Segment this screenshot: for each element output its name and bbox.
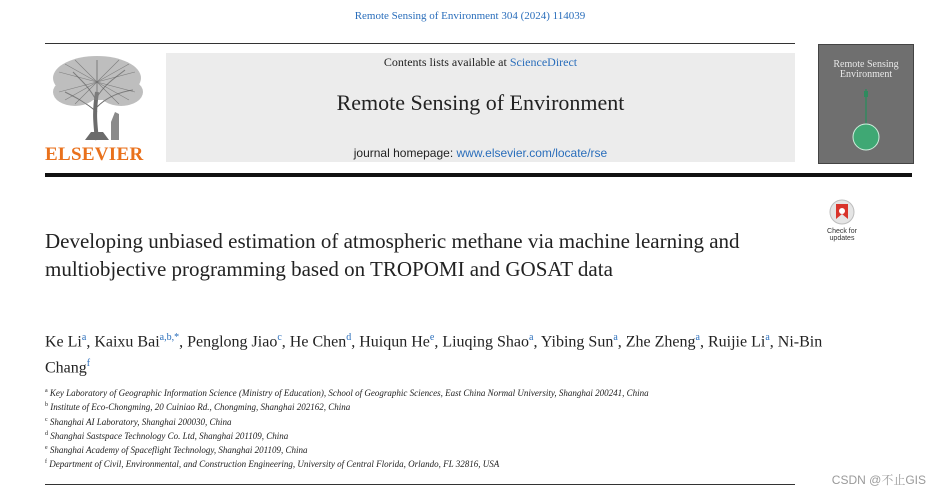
homepage-prefix: journal homepage:: [353, 146, 454, 160]
author-affiliation-marker[interactable]: a: [765, 332, 770, 343]
affiliation-item: [45, 442, 845, 456]
affiliation-text: Shanghai AI Laboratory, Shanghai 200030, China: [47, 416, 232, 427]
homepage-link[interactable]: www.elsevier.com/locate/rse: [456, 146, 608, 160]
journal-cover-thumbnail[interactable]: [818, 44, 914, 164]
author-affiliation-marker[interactable]: a: [529, 332, 534, 343]
affiliation-item: [45, 428, 845, 442]
author-name[interactable]: Ruijie Li: [707, 333, 766, 351]
author-name[interactable]: Liuqing Shao: [442, 333, 529, 351]
author-separator: ,: [769, 333, 778, 351]
affiliation-marker: e: [45, 445, 48, 452]
article-title: Developing unbiased estimation of atmospheric methane via machine learning and multiobjective programming based on TROPOMI and GOSAT data: [45, 229, 740, 281]
cover-graphic: [819, 45, 913, 163]
publisher-name: ELSEVIER: [45, 144, 144, 165]
author-list: [45, 327, 845, 380]
author-name[interactable]: Yibing Sun: [540, 333, 614, 351]
author-affiliation-marker[interactable]: f: [86, 358, 91, 370]
affiliation-text: Shanghai Academy of Spaceflight Technology, Shanghai 201109, China: [47, 445, 308, 456]
author-name[interactable]: Ke Li: [45, 333, 82, 351]
author-separator: ,: [179, 333, 188, 351]
author-separator: ,: [351, 333, 360, 351]
affiliation-list: [45, 385, 845, 471]
affiliation-text: Institute of Eco-Chongming, 20 Cuiniao Rd., Chongming, Shanghai 202162, China: [48, 402, 351, 413]
bottom-divider: [45, 484, 795, 485]
affiliation-marker: d: [45, 430, 48, 437]
homepage-line: [166, 146, 795, 160]
journal-header: [166, 53, 795, 162]
author-name[interactable]: Huiqun He: [359, 333, 430, 351]
author-separator: ,: [281, 333, 290, 351]
affiliation-marker: c: [45, 416, 48, 423]
author-affiliation-marker[interactable]: d: [346, 332, 352, 343]
contents-line: [166, 55, 795, 70]
author-affiliation-marker[interactable]: a,b,*: [159, 332, 180, 343]
affiliation-item: [45, 456, 845, 470]
author-separator: ,: [699, 333, 708, 351]
author-affiliation-marker[interactable]: c: [277, 332, 282, 343]
sciencedirect-link[interactable]: ScienceDirect: [509, 55, 578, 69]
affiliation-text: Department of Civil, Environmental, and Construction Engineering, University of Central Florida, Orlando, FL 32816, USA: [47, 459, 500, 470]
affiliation-item: [45, 385, 845, 399]
affiliation-text: Key Laboratory of Geographic Information Science (Ministry of Education), School of Geographic Sciences, East China Normal University, Shanghai 200241, China: [47, 388, 649, 398]
journal-citation[interactable]: Remote Sensing of Environment 304 (2024) 114039: [354, 10, 586, 22]
top-divider: [45, 43, 795, 44]
check-for-updates-label: Check for updates: [827, 228, 857, 242]
check-for-updates-badge[interactable]: [818, 199, 866, 247]
affiliation-item: [45, 414, 845, 428]
contents-prefix: Contents lists available at: [383, 55, 507, 69]
author-name[interactable]: Zhe Zheng: [625, 333, 696, 351]
author-separator: ,: [86, 333, 95, 351]
author-affiliation-marker[interactable]: e: [429, 332, 435, 343]
cover-title: Remote Sensing Environment: [833, 59, 899, 80]
author-separator: ,: [434, 333, 443, 351]
author-name[interactable]: Ni-Bin Chang: [45, 333, 823, 377]
affiliation-marker: b: [45, 402, 48, 409]
author-name[interactable]: He Chen: [289, 333, 347, 351]
author-separator: ,: [617, 333, 626, 351]
affiliation-item: [45, 399, 845, 413]
affiliation-marker: a: [45, 388, 48, 394]
author-separator: ,: [533, 333, 541, 351]
affiliation-marker: f: [45, 459, 47, 466]
journal-title: Remote Sensing of Environment: [336, 90, 625, 115]
affiliation-text: Shanghai Sastspace Technology Co. Ltd, Shanghai 201109, China: [48, 430, 289, 441]
watermark: CSDN @不止GIS: [831, 473, 926, 487]
author-affiliation-marker[interactable]: a: [695, 332, 700, 343]
check-for-updates-icon: [818, 199, 866, 229]
header-thick-divider: [45, 173, 912, 177]
author-name[interactable]: Kaixu Bai: [94, 333, 160, 351]
author-affiliation-marker[interactable]: a: [613, 332, 618, 343]
author-name[interactable]: Penglong Jiao: [187, 333, 278, 351]
author-affiliation-marker[interactable]: a: [81, 332, 87, 343]
